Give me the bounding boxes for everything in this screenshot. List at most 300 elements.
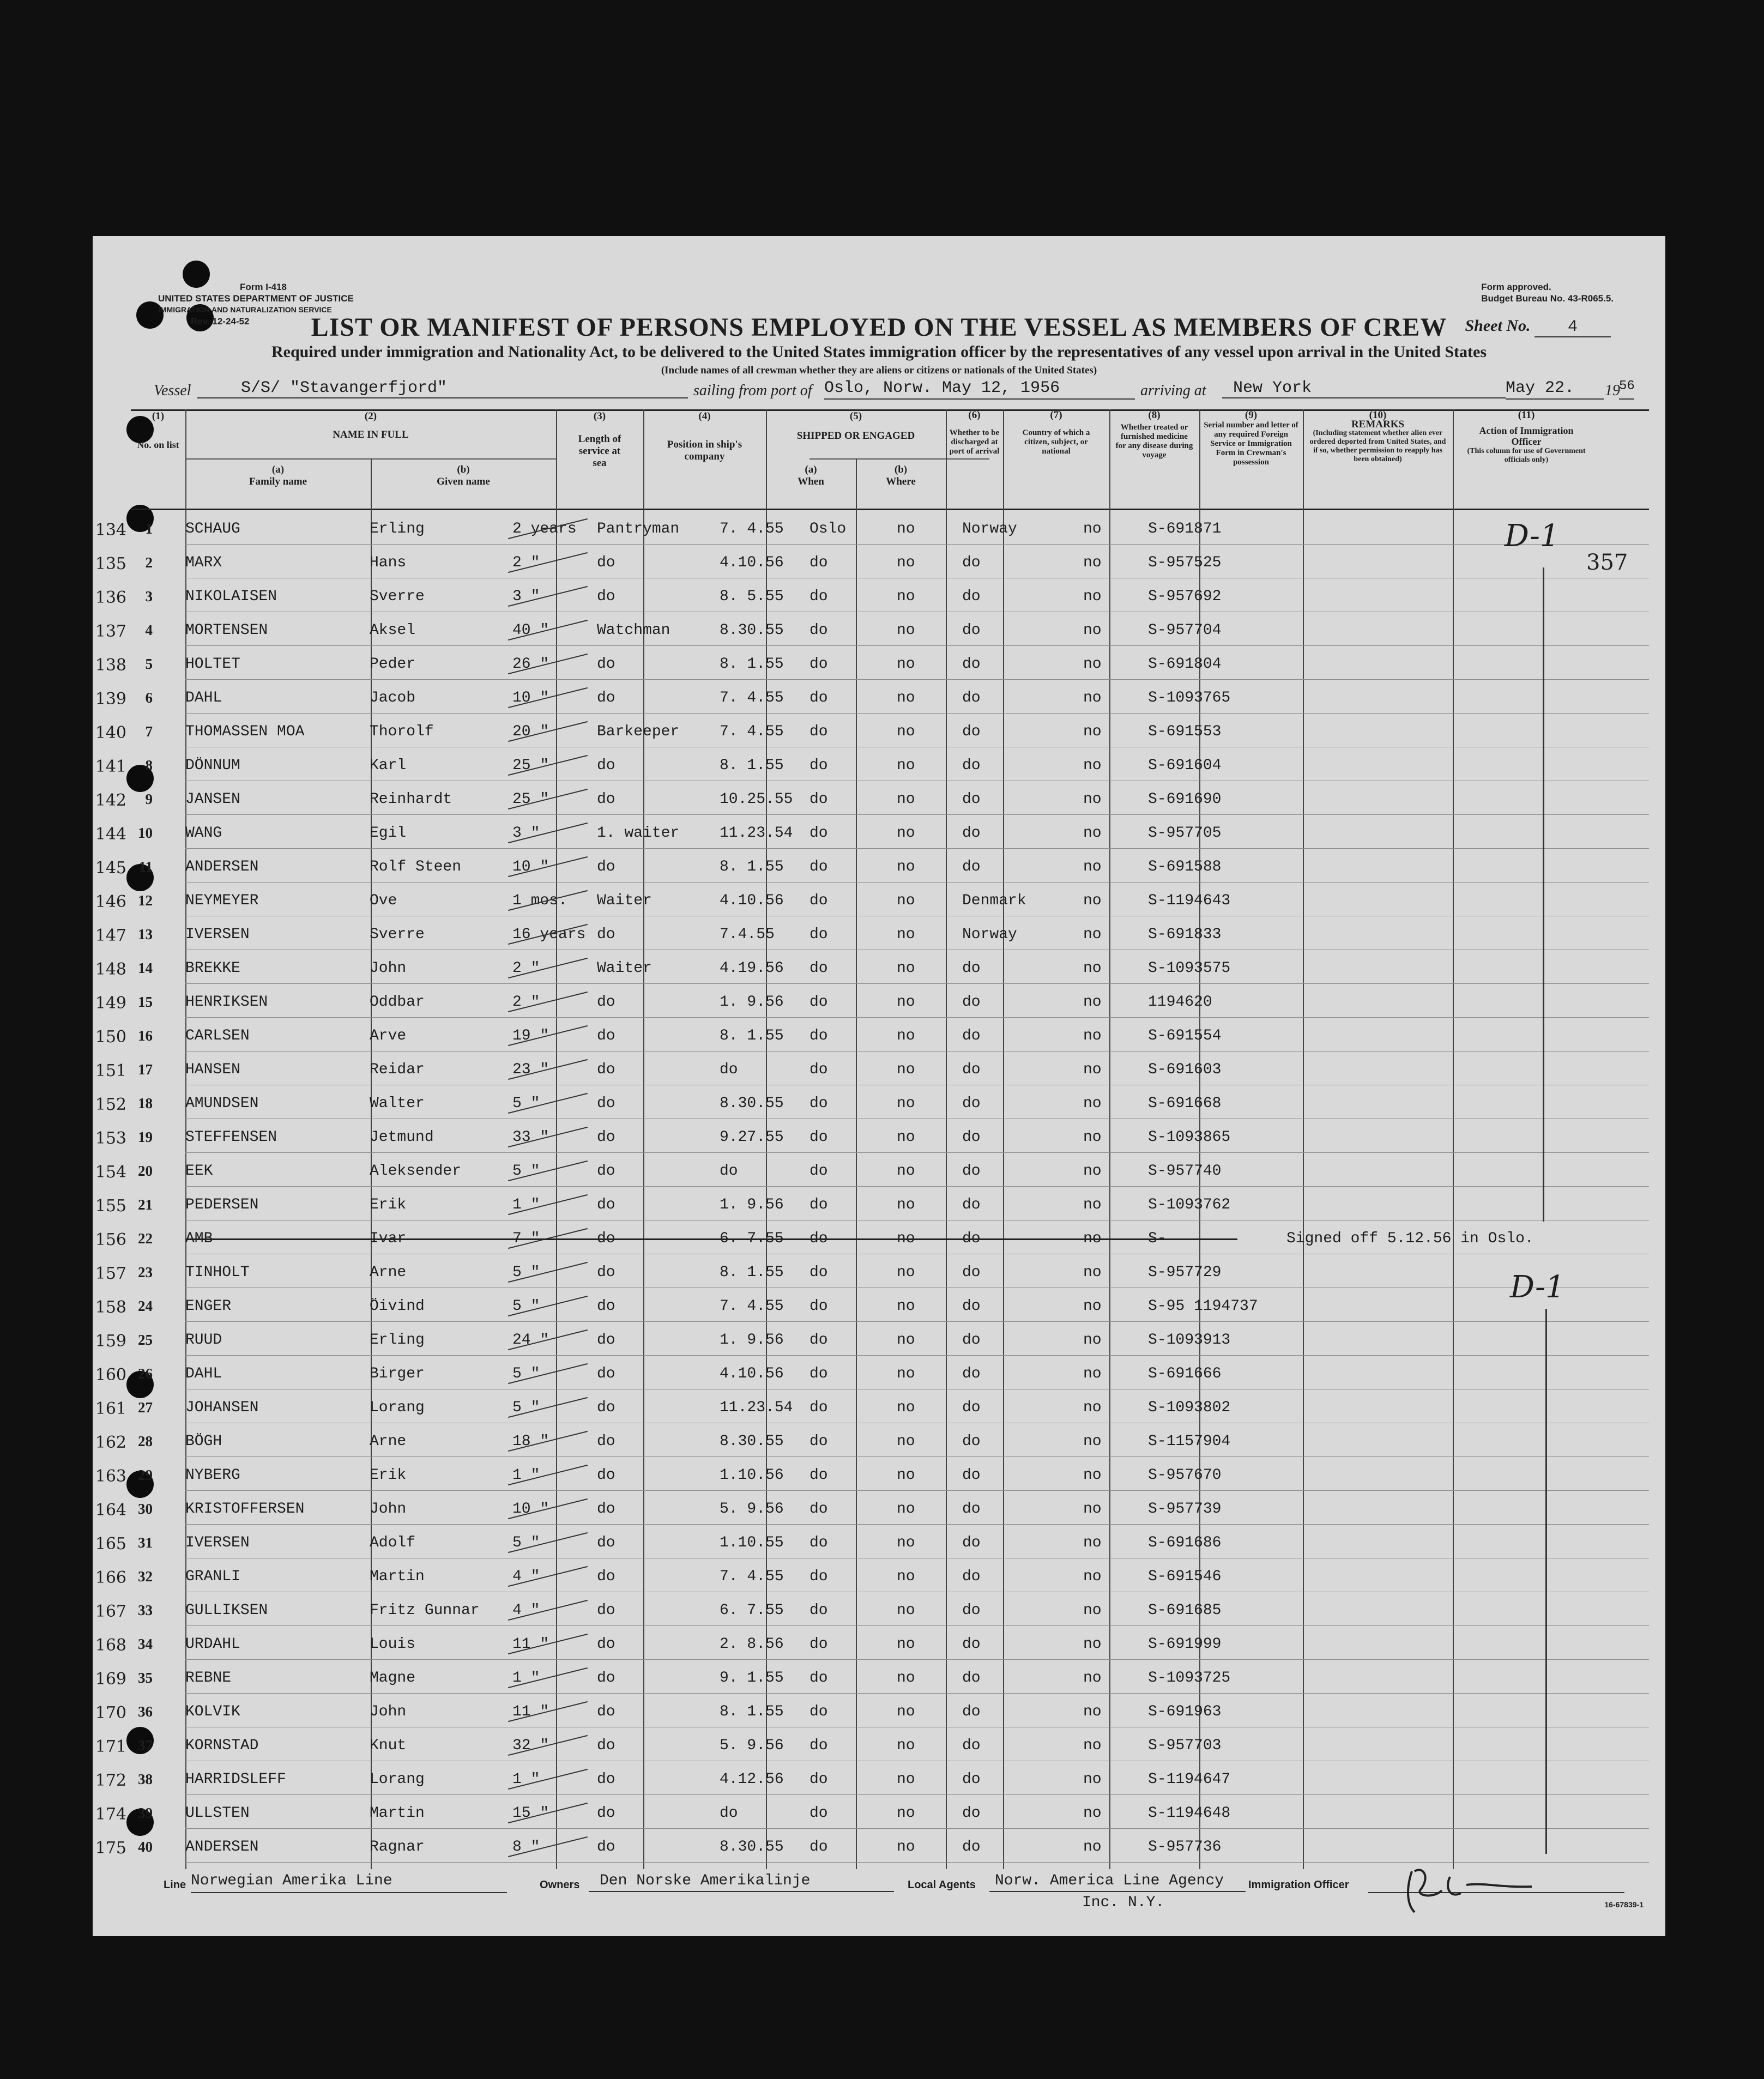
- col1-header: (1) No. on list: [137, 410, 179, 450]
- cell-ctry: do: [962, 1433, 981, 1450]
- cell-len: 8 ": [512, 1839, 540, 1856]
- cell-fam: KORNSTAD: [185, 1737, 259, 1754]
- cell-where: do: [809, 1399, 828, 1416]
- arriving-label: arriving at: [1140, 382, 1206, 399]
- cell-seq: 40: [138, 1839, 153, 1855]
- cell-ln: 161: [95, 1399, 126, 1418]
- cell-where: do: [809, 1433, 828, 1450]
- cell-pos: do: [597, 1061, 615, 1078]
- cell-ln: 167: [95, 1602, 126, 1621]
- cell-dis: no: [897, 892, 915, 909]
- cell-giv: Erling: [370, 1332, 425, 1349]
- agents-value: Norw. America Line Agency: [989, 1872, 1246, 1892]
- cell-giv: Jacob: [370, 690, 416, 706]
- cell-ln: 144: [95, 825, 126, 844]
- cell-when: 4.19.56: [720, 960, 784, 977]
- cell-when: 9.27.55: [720, 1129, 784, 1146]
- col10-header: (10) REMARKS (Including statement whether alien ever ordered deported from United States, and if so, whether permission to reapply has been obtained): [1309, 409, 1446, 463]
- service-name: IMMIGRATION AND NATURALIZATION SERVICE: [158, 305, 332, 314]
- cell-when: 8.30.55: [720, 622, 784, 639]
- table-row: [95, 1795, 1649, 1829]
- cell-when: 6. 7.55: [720, 1230, 784, 1247]
- cell-pos: do: [597, 1602, 615, 1619]
- cell-giv: Erik: [370, 1196, 407, 1213]
- cell-pos: do: [597, 554, 615, 571]
- cell-ln: 172: [95, 1771, 126, 1790]
- cell-ctry: do: [962, 1061, 981, 1078]
- cell-fam: HENRIKSEN: [185, 994, 268, 1011]
- cell-fam: DAHL: [185, 1365, 222, 1382]
- cell-ser: S-1093765: [1148, 690, 1231, 706]
- cell-seq: 12: [138, 892, 153, 909]
- cell-giv: Adolf: [370, 1534, 416, 1551]
- line-value: Norwegian Amerika Line: [191, 1872, 507, 1893]
- manifest-sheet: [93, 236, 1665, 1936]
- cell-dis: no: [897, 757, 915, 774]
- table-row: [95, 1051, 1649, 1085]
- cell-ctry: do: [962, 1703, 981, 1720]
- cell-ser: S-691666: [1148, 1365, 1222, 1382]
- cell-ln: 170: [95, 1703, 126, 1723]
- cell-when: 7. 4.55: [720, 521, 784, 537]
- cell-ser: S-957692: [1148, 588, 1222, 605]
- cell-ln: 152: [95, 1095, 126, 1114]
- cell-where: do: [809, 825, 828, 842]
- cell-ctry: do: [962, 723, 981, 740]
- cell-ln: 162: [95, 1433, 126, 1452]
- action-d1-top: D-1: [1505, 518, 1560, 554]
- cell-len: 11 ": [512, 1703, 549, 1720]
- cell-giv: Lorang: [370, 1399, 425, 1416]
- table-row: [95, 1389, 1649, 1423]
- cell-where: do: [809, 1163, 828, 1180]
- cell-when: 1. 9.56: [720, 1332, 784, 1349]
- cell-ln: 155: [95, 1196, 126, 1216]
- table-row: [95, 1322, 1649, 1356]
- cell-pos: do: [597, 1433, 615, 1450]
- cell-dis: no: [897, 1568, 915, 1585]
- col2b-header: (b) Given name: [437, 464, 490, 487]
- cell-ctry: do: [962, 825, 981, 842]
- cell-pos: do: [597, 1129, 615, 1146]
- cell-ctry: do: [962, 994, 981, 1011]
- cell-giv: Fritz Gunnar: [370, 1602, 480, 1619]
- cell-seq: 8: [145, 757, 153, 773]
- cell-ctry: do: [962, 588, 981, 605]
- cell-when: 7.4.55: [720, 926, 775, 943]
- cell-fam: NIKOLAISEN: [185, 588, 277, 605]
- cell-pos: do: [597, 1501, 615, 1518]
- cell-len: 19 ": [512, 1028, 549, 1044]
- cell-len: 1 ": [512, 1467, 540, 1484]
- cell-giv: Knut: [370, 1737, 407, 1754]
- cell-ctry: do: [962, 1636, 981, 1653]
- cell-giv: Erling: [370, 521, 425, 537]
- cell-med: no: [1083, 622, 1102, 639]
- table-row: [95, 545, 1649, 578]
- cell-giv: Sverre: [370, 926, 425, 943]
- form-print-number: 16-67839-1: [1604, 1900, 1644, 1909]
- cell-pos: do: [597, 1298, 615, 1315]
- cell-dis: no: [897, 622, 915, 639]
- cell-dis: no: [897, 1703, 915, 1720]
- cell-dis: no: [897, 1602, 915, 1619]
- cell-when: 4.10.56: [720, 1365, 784, 1382]
- cell-giv: Egil: [370, 825, 407, 842]
- cell-giv: Jetmund: [370, 1129, 434, 1146]
- cell-when: 8. 1.55: [720, 757, 784, 774]
- cell-where: do: [809, 656, 828, 673]
- col2-header: (2) NAME IN FULL: [333, 410, 409, 440]
- cell-giv: Hans: [370, 554, 407, 571]
- cell-fam: IVERSEN: [185, 1534, 250, 1551]
- cell-len: 2 ": [512, 994, 540, 1011]
- cell-dis: no: [897, 1028, 915, 1044]
- cell-med: no: [1083, 960, 1102, 977]
- cell-giv: Magne: [370, 1670, 416, 1687]
- table-row: [95, 883, 1649, 916]
- cell-len: 5 ": [512, 1163, 540, 1180]
- cell-where: do: [809, 1129, 828, 1146]
- cell-seq: 23: [138, 1264, 153, 1280]
- cell-len: 5 ": [512, 1264, 540, 1281]
- table-row: [95, 511, 1649, 545]
- table-row: [95, 714, 1649, 747]
- table-row: [95, 1220, 1649, 1254]
- cell-when: 6. 7.55: [720, 1602, 784, 1619]
- cell-ln: 134: [95, 521, 126, 540]
- cell-when: 7. 4.55: [720, 1568, 784, 1585]
- cell-dis: no: [897, 1737, 915, 1754]
- cell-where: do: [809, 1501, 828, 1518]
- cell-pos: do: [597, 690, 615, 706]
- cell-ctry: do: [962, 1839, 981, 1856]
- cell-dis: no: [897, 1163, 915, 1180]
- include-note: (Include names of all crewman whether they are aliens or citizens or nationals of the United States): [661, 365, 1097, 376]
- cell-pos: do: [597, 1163, 615, 1180]
- table-row: [95, 1626, 1649, 1660]
- cell-seq: 10: [138, 825, 153, 841]
- cell-ln: 169: [95, 1670, 126, 1689]
- cell-where: do: [809, 1332, 828, 1349]
- agents-label: Local Agents: [908, 1879, 976, 1891]
- cell-giv: Karl: [370, 757, 407, 774]
- cell-ser: S-691686: [1148, 1534, 1222, 1551]
- cell-fam: ANDERSEN: [185, 1839, 259, 1856]
- table-row: [95, 1457, 1649, 1491]
- cell-dis: no: [897, 859, 915, 875]
- cell-dis: no: [897, 791, 915, 808]
- cell-when: 8. 5.55: [720, 588, 784, 605]
- cell-len: 10 ": [512, 1501, 549, 1518]
- cell-ser: S-: [1148, 1230, 1167, 1247]
- cell-dis: no: [897, 1298, 915, 1315]
- cell-where: do: [809, 723, 828, 740]
- cell-when: 8.30.55: [720, 1839, 784, 1856]
- cell-dis: no: [897, 690, 915, 706]
- department-name: UNITED STATES DEPARTMENT OF JUSTICE: [158, 293, 354, 304]
- cell-where: do: [809, 1196, 828, 1213]
- cell-ser: S-957740: [1148, 1163, 1222, 1180]
- cell-seq: 13: [138, 926, 153, 942]
- cell-med: no: [1083, 723, 1102, 740]
- cell-ser: S-691999: [1148, 1636, 1222, 1653]
- crew-table: [95, 409, 1649, 1869]
- cell-seq: 32: [138, 1568, 153, 1585]
- cell-med: no: [1083, 690, 1102, 706]
- cell-ser: S-691833: [1148, 926, 1222, 943]
- cell-where: do: [809, 1602, 828, 1619]
- cell-when: 2. 8.56: [720, 1636, 784, 1653]
- count-annotation: 357: [1586, 550, 1628, 575]
- cell-ser: S-1093913: [1148, 1332, 1231, 1349]
- cell-len: 5 ": [512, 1365, 540, 1382]
- cell-seq: 30: [138, 1501, 153, 1517]
- cell-seq: 33: [138, 1602, 153, 1618]
- cell-pos: do: [597, 1636, 615, 1653]
- cell-ser: S-957670: [1148, 1467, 1222, 1484]
- cell-ser: S-691804: [1148, 656, 1222, 673]
- col4-header: (4) Position in ship's company: [667, 410, 742, 462]
- cell-when: 7. 4.55: [720, 723, 784, 740]
- cell-giv: John: [370, 1501, 407, 1518]
- cell-dis: no: [897, 1095, 915, 1112]
- struck-row-line: [185, 1238, 1237, 1240]
- cell-when: 4.12.56: [720, 1771, 784, 1788]
- cell-when: do: [720, 1163, 738, 1180]
- cell-where: do: [809, 1737, 828, 1754]
- table-row: [95, 950, 1649, 984]
- year-suffix: 56: [1619, 379, 1634, 400]
- cell-ser: S-691546: [1148, 1568, 1222, 1585]
- cell-where: do: [809, 1061, 828, 1078]
- col6-header: (6) Whether to be discharged at port of arrival: [949, 409, 1000, 456]
- cell-where: do: [809, 690, 828, 706]
- cell-pos: Waiter: [597, 960, 652, 977]
- cell-med: no: [1083, 1264, 1102, 1281]
- cell-when: 8.30.55: [720, 1095, 784, 1112]
- cell-when: 1. 9.56: [720, 1196, 784, 1213]
- cell-pos: 1. waiter: [597, 825, 680, 842]
- cell-ser: S-1157904: [1148, 1433, 1231, 1450]
- cell-ctry: do: [962, 1568, 981, 1585]
- table-row: [95, 916, 1649, 950]
- cell-ser: S-691963: [1148, 1703, 1222, 1720]
- cell-pos: do: [597, 1839, 615, 1856]
- cell-giv: Birger: [370, 1365, 425, 1382]
- cell-ln: 139: [95, 690, 126, 709]
- arrival-date: May 22.: [1506, 379, 1604, 400]
- cell-when: 1.10.55: [720, 1534, 784, 1551]
- cell-giv: John: [370, 1703, 407, 1720]
- cell-ctry: do: [962, 1264, 981, 1281]
- cell-ctry: do: [962, 791, 981, 808]
- cell-where: Oslo: [809, 521, 847, 537]
- cell-dis: no: [897, 825, 915, 842]
- cell-pos: do: [597, 1264, 615, 1281]
- cell-fam: HOLTET: [185, 656, 240, 673]
- cell-when: 11.23.54: [720, 825, 793, 842]
- cell-med: no: [1083, 1298, 1102, 1315]
- cell-where: do: [809, 554, 828, 571]
- cell-ln: 171: [95, 1737, 126, 1756]
- cell-med: no: [1083, 1501, 1102, 1518]
- cell-ctry: do: [962, 1332, 981, 1349]
- col7-header: (7) Country of which a citizen, subject, or national: [1022, 409, 1090, 456]
- cell-len: 4 ": [512, 1568, 540, 1585]
- col3-header: (3) Length of service at sea: [578, 410, 621, 469]
- cell-dis: no: [897, 1467, 915, 1484]
- cell-fam: JANSEN: [185, 791, 240, 808]
- cell-ln: 159: [95, 1332, 126, 1351]
- arrival-port: New York: [1222, 379, 1506, 398]
- cell-when: 8.30.55: [720, 1433, 784, 1450]
- table-row: [95, 1018, 1649, 1051]
- cell-seq: 31: [138, 1534, 153, 1551]
- table-row: [95, 1592, 1649, 1626]
- cell-where: do: [809, 1095, 828, 1112]
- cell-len: 4 ": [512, 1602, 540, 1619]
- cell-ser: S-95 1194737: [1148, 1298, 1258, 1315]
- cell-med: no: [1083, 892, 1102, 909]
- cell-giv: Lorang: [370, 1771, 425, 1788]
- cell-dis: no: [897, 1433, 915, 1450]
- cell-ser: S-691668: [1148, 1095, 1222, 1112]
- cell-len: 20 ": [512, 723, 549, 740]
- sheet-label: Sheet No.: [1465, 317, 1531, 335]
- cell-ser: 1194620: [1148, 994, 1212, 1011]
- cell-ln: 168: [95, 1636, 126, 1655]
- cell-med: no: [1083, 1028, 1102, 1044]
- cell-ctry: Norway: [962, 521, 1017, 537]
- cell-med: no: [1083, 1771, 1102, 1788]
- cell-med: no: [1083, 859, 1102, 875]
- cell-pos: do: [597, 588, 615, 605]
- cell-ln: 141: [95, 757, 126, 776]
- vessel-label: Vessel: [154, 382, 191, 399]
- cell-fam: HANSEN: [185, 1061, 240, 1078]
- table-row: [95, 1288, 1649, 1322]
- cell-len: 5 ": [512, 1095, 540, 1112]
- cell-ln: 174: [95, 1805, 126, 1824]
- cell-pos: do: [597, 1399, 615, 1416]
- cell-where: do: [809, 994, 828, 1011]
- cell-seq: 11: [138, 859, 153, 875]
- cell-ctry: do: [962, 1298, 981, 1315]
- cell-ctry: do: [962, 1501, 981, 1518]
- cell-len: 2 years: [512, 521, 577, 537]
- form-revision: Rev. 12-24-52: [191, 316, 250, 327]
- cell-seq: 36: [138, 1703, 153, 1720]
- cell-fam: EEK: [185, 1163, 213, 1180]
- cell-fam: ENGER: [185, 1298, 232, 1315]
- cell-len: 1 ": [512, 1771, 540, 1788]
- budget-bureau-no: Budget Bureau No. 43-R065.5.: [1481, 293, 1614, 304]
- cell-dis: no: [897, 1805, 915, 1822]
- cell-rem: Signed off 5.12.56 in Oslo.: [1286, 1230, 1534, 1247]
- action-bracket-bottom: [1545, 1309, 1547, 1854]
- cell-ser: S-691604: [1148, 757, 1222, 774]
- cell-seq: 6: [145, 690, 153, 706]
- cell-fam: JOHANSEN: [185, 1399, 259, 1416]
- cell-dis: no: [897, 1196, 915, 1213]
- cell-ln: 166: [95, 1568, 126, 1587]
- col2a-header: (a) Family name: [249, 464, 307, 487]
- cell-len: 3 ": [512, 825, 540, 842]
- cell-when: 8. 1.55: [720, 859, 784, 875]
- table-row: [95, 747, 1649, 781]
- cell-pos: do: [597, 656, 615, 673]
- table-row: [95, 984, 1649, 1018]
- cell-ln: 135: [95, 554, 126, 573]
- cell-when: 4.10.56: [720, 554, 784, 571]
- col5a-header: (a) When: [798, 464, 824, 487]
- cell-med: no: [1083, 656, 1102, 673]
- cell-med: no: [1083, 1095, 1102, 1112]
- cell-ser: S-1194648: [1148, 1805, 1231, 1822]
- cell-where: do: [809, 1670, 828, 1687]
- cell-seq: 38: [138, 1771, 153, 1787]
- cell-where: do: [809, 960, 828, 977]
- cell-fam: SCHAUG: [185, 521, 240, 537]
- cell-fam: RUUD: [185, 1332, 222, 1349]
- cell-ctry: do: [962, 1230, 981, 1247]
- table-row: [95, 1254, 1649, 1288]
- cell-ctry: do: [962, 1028, 981, 1044]
- cell-ctry: do: [962, 757, 981, 774]
- cell-pos: do: [597, 1332, 615, 1349]
- cell-where: do: [809, 622, 828, 639]
- cell-ln: 147: [95, 926, 126, 945]
- table-row: [95, 1761, 1649, 1795]
- cell-ctry: do: [962, 1129, 981, 1146]
- table-row: [95, 1829, 1649, 1863]
- col9-header: (9) Serial number and letter of any required Foreign Service or Immigration Form in Crewman's possession: [1204, 409, 1298, 467]
- cell-len: 5 ": [512, 1534, 540, 1551]
- cell-ln: 148: [95, 960, 126, 979]
- cell-fam: ANDERSEN: [185, 859, 259, 875]
- cell-ln: 163: [95, 1467, 126, 1486]
- cell-fam: DAHL: [185, 690, 222, 706]
- cell-giv: Oddbar: [370, 994, 425, 1011]
- cell-giv: Aksel: [370, 622, 416, 639]
- cell-where: do: [809, 791, 828, 808]
- cell-fam: CARLSEN: [185, 1028, 250, 1044]
- cell-where: do: [809, 926, 828, 943]
- cell-giv: Reinhardt: [370, 791, 452, 808]
- cell-fam: HARRIDSLEFF: [185, 1771, 286, 1788]
- cell-ser: S-691685: [1148, 1602, 1222, 1619]
- cell-ser: S-957729: [1148, 1264, 1222, 1281]
- cell-fam: KOLVIK: [185, 1703, 240, 1720]
- table-row: [95, 1356, 1649, 1389]
- cell-seq: 5: [145, 656, 153, 672]
- cell-ctry: do: [962, 554, 981, 571]
- cell-seq: 20: [138, 1163, 153, 1179]
- table-row: [95, 1187, 1649, 1220]
- cell-med: no: [1083, 1196, 1102, 1213]
- cell-fam: REBNE: [185, 1670, 232, 1687]
- table-row: [95, 1694, 1649, 1727]
- table-row: [95, 578, 1649, 612]
- cell-med: no: [1083, 926, 1102, 943]
- cell-pos: do: [597, 1230, 615, 1247]
- cell-len: 2 ": [512, 554, 540, 571]
- cell-med: no: [1083, 791, 1102, 808]
- cell-med: no: [1083, 1433, 1102, 1450]
- cell-when: do: [720, 1805, 738, 1822]
- cell-dis: no: [897, 521, 915, 537]
